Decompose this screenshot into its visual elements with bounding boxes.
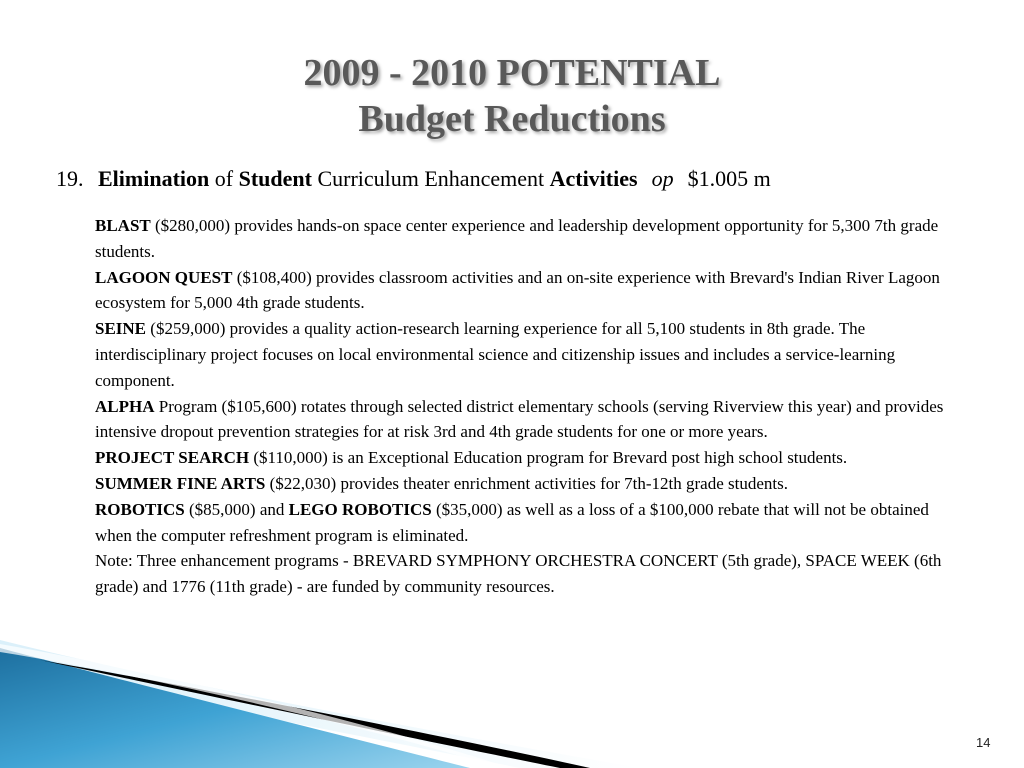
heading-student: Student	[238, 166, 312, 191]
program-description: ($35,000) as well as a loss of a $100,000 rebate that will not be obtained when the computer refreshment program is eliminated.	[95, 499, 929, 545]
program-name: ROBOTICS	[95, 499, 185, 519]
program-item-summer-fine-arts	[95, 471, 955, 497]
program-name: SEINE	[95, 319, 147, 339]
heading-op: op	[651, 166, 674, 191]
program-name: ALPHA	[95, 396, 155, 416]
heading-curriculum: Curriculum Enhancement	[311, 166, 550, 191]
program-item-lagoon-quest	[95, 265, 955, 317]
program-name: LEGO ROBOTICS	[288, 499, 432, 519]
swoosh-light-band	[0, 640, 640, 768]
heading-amount: $1.005 m	[687, 166, 771, 191]
program-name: BLAST	[95, 216, 151, 235]
program-description: ($280,000) provides hands-on space center experience and leadership development opportunity for 5,300 7th grade students.	[95, 216, 939, 261]
swoosh-black-line	[40, 660, 590, 768]
program-item-seine	[95, 316, 955, 393]
program-item-alpha	[95, 394, 955, 446]
slide-title	[0, 50, 1024, 142]
item-heading	[56, 164, 986, 194]
title-line-1: 2009 - 2010 POTENTIAL	[303, 52, 721, 94]
heading-of: of	[209, 166, 239, 191]
program-item-blast	[95, 213, 955, 265]
swoosh-white-line	[0, 644, 510, 768]
program-item-project-search	[95, 445, 955, 471]
program-description: Program ($105,600) rotates through selected district elementary schools (serving Riverview this year) and provides intensive dropout prevention strategies for at risk 3rd and 4th grade students for one or more years.	[95, 396, 944, 442]
program-description: ($108,400) provides classroom activities and an on-site experience with Brevard's Indian River Lagoon ecosystem for 5,000 4th grade students.	[95, 267, 940, 313]
heading-elimination: Elimination	[98, 166, 210, 191]
page-number: 14	[976, 735, 991, 750]
program-description: ($110,000) is an Exceptional Education program for Brevard post high school students.	[249, 448, 848, 468]
swoosh-blue-band	[0, 648, 470, 768]
title-line-2: Budget Reductions	[358, 98, 666, 140]
heading-activities: Activities	[549, 166, 638, 191]
program-name: SUMMER FINE ARTS	[95, 473, 266, 493]
program-description: ($22,030) provides theater enrichment activities for 7th-12th grade students.	[265, 473, 788, 493]
program-description: ($85,000) and	[184, 499, 289, 519]
program-list	[95, 213, 955, 600]
note-text: Note: Three enhancement programs - BREVARD SYMPHONY ORCHESTRA CONCERT (5th grade), SPACE WEEK (6th grade) and 1776 (11th grade) - are funded by community resources.	[95, 551, 942, 597]
program-name: LAGOON QUEST	[95, 267, 233, 287]
item-number: 19.	[56, 166, 84, 191]
program-name: PROJECT SEARCH	[95, 448, 250, 468]
program-description: ($259,000) provides a quality action-research learning experience for all 5,100 students in 8th grade. The interdisciplinary project focuses on local environmental science and citizenship issues and includes a service-learning component.	[95, 319, 896, 390]
program-item-robotics	[95, 497, 955, 549]
